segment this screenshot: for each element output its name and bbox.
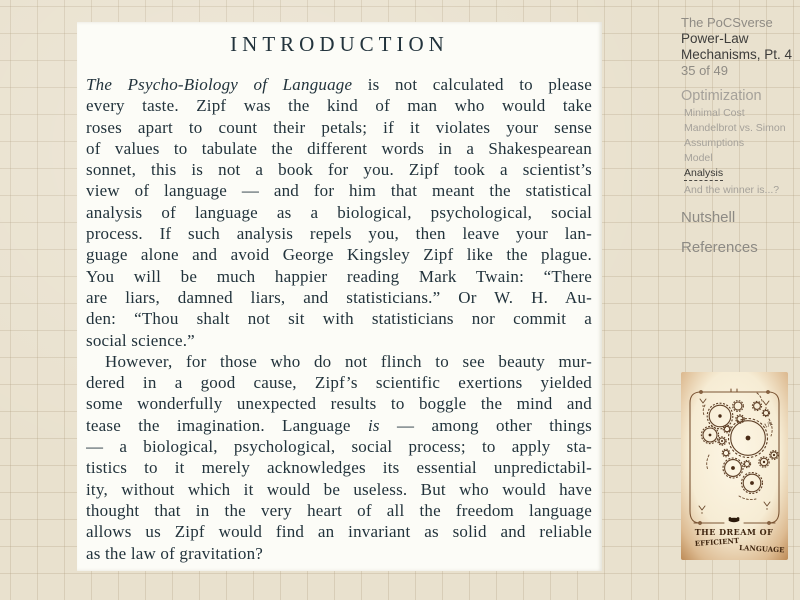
book-text-segment: guage alone and avoid George Kingsley Zipf like the plague. — [86, 245, 592, 265]
book-line — [86, 244, 592, 265]
book-text-segment: every taste. Zipf was the kind of man who would take — [86, 96, 592, 116]
book-text-italic-segment: is — [367, 415, 380, 435]
book-line — [86, 479, 592, 500]
book-line — [86, 180, 592, 201]
sidebar-nav — [681, 88, 797, 256]
book-line — [86, 202, 592, 223]
book-text-segment: social science.” — [86, 330, 195, 350]
figure-caption-word2: LANGUAGE — [738, 543, 785, 555]
book-text-segment: dered in a good cause, Zipf’s scientific exertions yielded — [86, 373, 592, 393]
deck-title — [681, 31, 797, 62]
gear-label: 1/k — [763, 420, 774, 430]
book-text-segment: tistics to it merely acknowledges its essential unpredictabil- — [86, 458, 592, 478]
book-line — [86, 351, 592, 372]
sidebar-item-model[interactable]: Model — [684, 152, 713, 164]
book-text-segment: sonnet, this is not a book for you. Zipf took a scientist’s — [86, 160, 592, 180]
sidebar-item-references[interactable]: References — [681, 239, 758, 256]
slide-count: 35 of 49 — [681, 63, 728, 78]
book-line — [86, 266, 592, 287]
sidebar-item-mandelbrot-vs-simon[interactable]: Mandelbrot vs. Simon — [684, 122, 786, 134]
book-line — [86, 308, 592, 329]
book-text-segment: as the law of gravitation? — [86, 543, 264, 563]
book-text-segment: You will be much happier reading Mark Twain: “There — [86, 266, 592, 286]
book-line — [86, 500, 592, 521]
book-text-segment: are liars, damned liars, and statisticians.” Or W. H. Au- — [86, 287, 592, 307]
book-text-segment: thought that in the very heart of all the freedom language — [86, 500, 592, 520]
book-text-italic-segment: The Psycho-Biology of Language — [86, 75, 353, 94]
book-text-segment: roses apart to count their petals; if it violates your sense — [86, 117, 592, 137]
book-line — [86, 415, 592, 436]
sidebar-item-and-the-winner-is[interactable]: And the winner is...? — [684, 184, 780, 196]
book-text-segment: den: “Thou shalt not sit with statisticians nor commit a — [86, 309, 592, 329]
book-line — [86, 543, 592, 564]
book-line — [86, 74, 592, 95]
book-text-segment: some wonderfully unexpected results to boggle the mind and — [86, 394, 592, 414]
book-line — [86, 95, 592, 116]
sidebar-item-optimization[interactable]: Optimization — [681, 88, 762, 104]
book-line — [86, 393, 592, 414]
book-text-segment: — among other things — [379, 415, 592, 435]
book-text-segment: view of language — and for him that meant the statistical — [86, 181, 592, 201]
book-text-segment: process. If such analysis repels you, then leave your lan- — [86, 224, 592, 244]
book-line — [86, 521, 592, 542]
sidebar-item-analysis-label: Analysis — [684, 167, 724, 179]
figure-caption-line1: THE DREAM OF — [694, 527, 774, 537]
book-line — [86, 138, 592, 159]
book-text-segment: allows us Zipf would find an invariant as solid and reliable — [86, 522, 592, 542]
deck-eyebrow: The PoCSverse — [681, 15, 773, 30]
sidebar-item-analysis[interactable] — [684, 168, 797, 181]
book-line — [86, 287, 592, 308]
bird-silhouette — [729, 517, 740, 522]
sidebar-item-minimal-cost[interactable]: Minimal Cost — [684, 107, 745, 119]
book-text-segment: However, for those who do not flinch to see beauty mur- — [105, 351, 592, 371]
book-text-segment: tease the imagination. Language — [86, 415, 368, 435]
book-text-segment: ity, without which it would be useless. But who would have — [86, 479, 592, 499]
sidebar — [681, 15, 797, 256]
deck-title-line2: Mechanisms, Pt. 4 — [681, 46, 793, 62]
book-text-segment: is not calculated to please — [352, 75, 592, 94]
figure-caption-word1: EFFICIENT — [694, 535, 740, 548]
book-text-segment: — a biological, psychological, social process; to apply sta- — [86, 437, 592, 457]
book-line — [86, 436, 592, 457]
book-text — [86, 74, 592, 564]
book-page — [77, 22, 602, 571]
deck-title-line1: Power-Law — [681, 31, 749, 46]
sidebar-item-nutshell[interactable]: Nutshell — [681, 209, 736, 226]
book-title: INTRODUCTION — [230, 32, 449, 56]
book-text-segment: of values to tabulate the different words in a Shakespearean — [86, 138, 592, 158]
book-line — [86, 223, 592, 244]
sidebar-item-assumptions[interactable]: Assumptions — [684, 137, 745, 149]
book-line — [86, 457, 592, 478]
book-line — [86, 330, 592, 351]
figure-canvas — [681, 372, 788, 560]
book-line — [86, 372, 592, 393]
dream-of-efficient-language-figure — [681, 372, 788, 560]
book-line — [86, 159, 592, 180]
book-line — [86, 117, 592, 138]
book-text-segment: analysis of language as a biological, psychological, social — [86, 202, 592, 222]
